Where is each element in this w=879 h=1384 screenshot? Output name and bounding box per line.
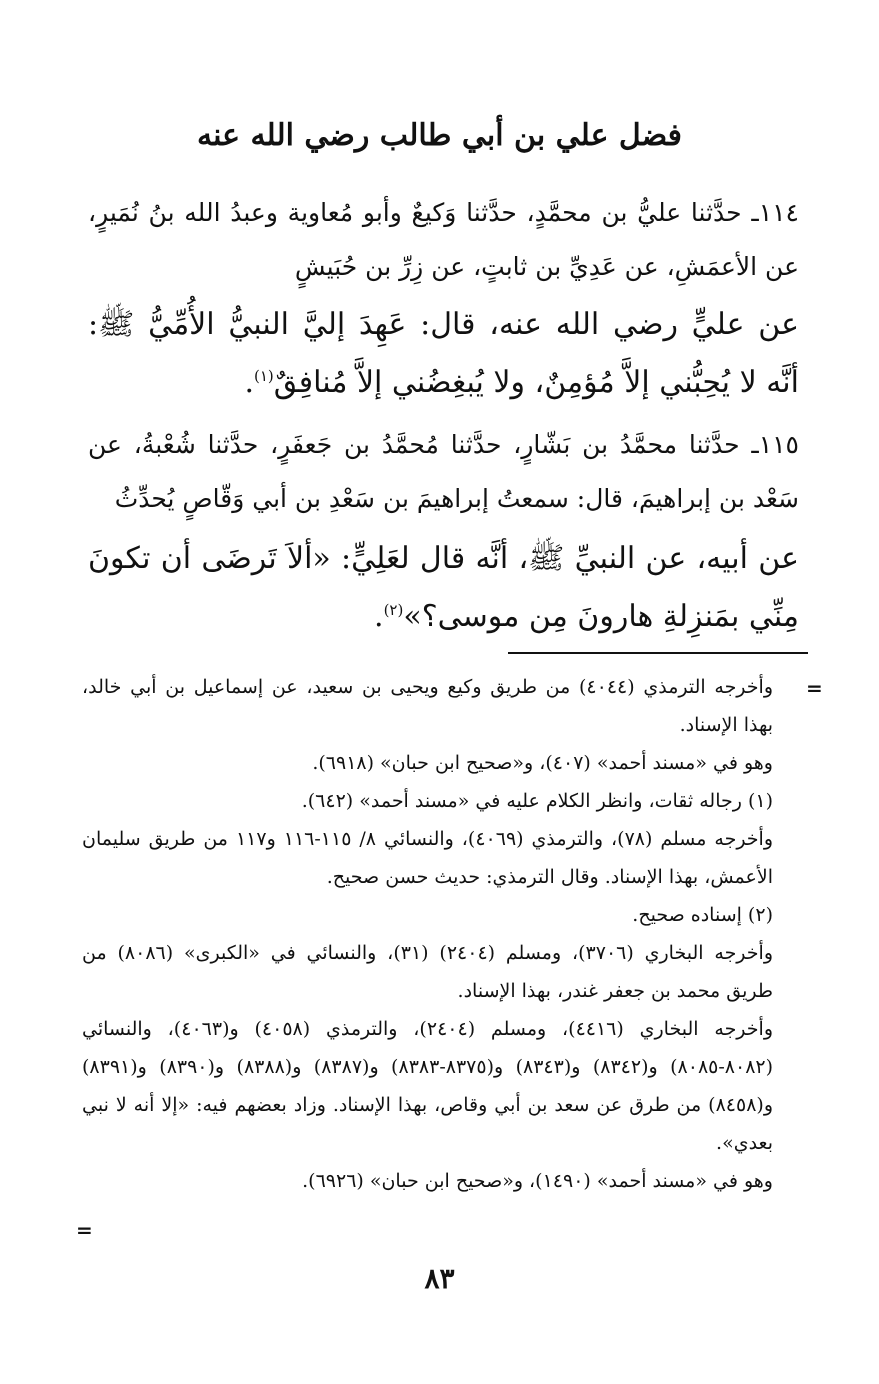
page-number: ٨٣: [424, 1262, 455, 1295]
hadith-114-isnad: [88, 186, 799, 294]
continuation-mark-start: =: [806, 676, 823, 700]
footnote-line: وأخرجه البخاري (٣٧٠٦)، ومسلم (٢٤٠٤) (٣١)، والنسائي في «الكبرى» (٨٠٨٦) من طريق محمد بن جعفر غندر، بهذا الإسناد.: [82, 942, 773, 1002]
matn-end: .: [374, 599, 384, 634]
hadith-number: ١١٤: [758, 198, 799, 227]
footnote-line: وأخرجه الترمذي (٤٠٤٤) من طريق وكيع ويحيى بن سعيد، عن إسماعيل بن أبي خالد، بهذا الإسناد.: [82, 676, 773, 736]
footnote-line: وهو في «مسند أحمد» (٤٠٧)، و«صحيح ابن حبان» (٦٩١٨).: [312, 752, 773, 774]
footnote-line: (٢) إسناده صحيح.: [632, 904, 773, 926]
isnad-text: ـ حدَّثنا عليُّ بن محمَّدٍ، حدَّثنا وَكيعٌ وأبو مُعاوية وعبدُ الله بنُ نُمَيرٍ، عن الأعمَشِ، عن عَدِيِّ بن ثابتٍ، عن زِرِّ بن حُبَيشٍ: [88, 198, 799, 281]
footnote-line: وأخرجه مسلم (٧٨)، والترمذي (٤٠٦٩)، والنسائي ٨/ ١١٥-١١٦ و١١٧ من طريق سليمان الأعمش، بهذا الإسناد. وقال الترمذي: حديث حسن صحيح.: [82, 828, 774, 888]
chapter-title: فضل علي بن أبي طالب رضي الله عنه: [196, 118, 682, 153]
hadith-115-isnad: [88, 418, 799, 526]
matn-text: عن أبيه، عن النبيِّ ﷺ، أنَّه قال لعَلِيٍّ: «ألاَ تَرضَى أن تكونَ مِنِّي بمَنزِلةِ هارونَ مِن موسى؟»: [88, 541, 799, 634]
hadith-number: ١١٥: [758, 430, 799, 459]
isnad-text: ـ حدَّثنا محمَّدُ بن بَشّارٍ، حدَّثنا مُحمَّدُ بن جَعفَرٍ، حدَّثنا شُعْبةُ، عن سَعْد بن إبراهيمَ، قال: سمعتُ إبراهيمَ بن سَعْدِ بن أبي وَقّاصٍ يُحدِّثُ: [88, 430, 799, 513]
continuation-mark-end: =: [76, 1218, 93, 1242]
matn-end: .: [244, 365, 254, 400]
footnote-separator: [508, 652, 808, 654]
footnotes: [82, 668, 801, 1200]
footnote-ref-2: (٢): [383, 601, 404, 619]
footnote-line: وهو في «مسند أحمد» (١٤٩٠)، و«صحيح ابن حبان» (٦٩٢٦).: [302, 1170, 773, 1192]
footnote-line: وأخرجه البخاري (٤٤١٦)، ومسلم (٢٤٠٤)، والترمذي (٤٠٥٨) و(٤٠٦٣)، والنسائي (٨٠٨٢-٨٠٨٥) و(٨٣٤٢) و(٨٣٤٣) و(٨٣٧٥-٨٣٨٣) و(٨٣٨٧) و(٨٣٨٨) و(٨٣٩٠) و(٨٣٩١) و(٨٤٥٨) من طرق عن سعد بن أبي وقاص، بهذا الإسناد. وزاد بعضهم فيه: «إلا أنه لا نبي بعدي».: [82, 1018, 774, 1154]
footnote-ref-1: (١): [254, 367, 274, 385]
hadith-114-matn: [88, 296, 799, 412]
hadith-115-matn: [88, 530, 799, 646]
matn-text: عن عليٍّ رضي الله عنه، قال: عَهِدَ إليَّ النبيُّ الأُمِّيُّ ﷺ: أنَّه لا يُحِبُّني إلاَّ مُؤمِنٌ، ولا يُبغِضُني إلاَّ مُنافِقٌ: [88, 307, 799, 400]
footnote-line: (١) رجاله ثقات، وانظر الكلام عليه في «مسند أحمد» (٦٤٢).: [301, 790, 773, 812]
